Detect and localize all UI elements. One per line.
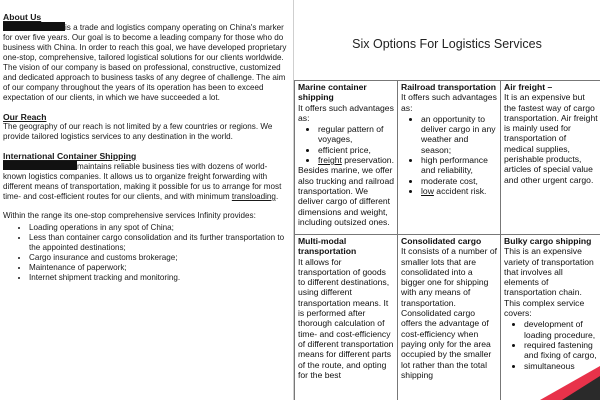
low-link[interactable]: low	[421, 185, 434, 196]
list-item: • Internet shipment tracking and monitoring.	[29, 273, 289, 283]
list-item: • Cargo insurance and customs brokerage;	[29, 253, 289, 263]
consolidated-cell	[398, 235, 501, 400]
list-item: • Maintenance of paperwork;	[29, 263, 289, 273]
shipping-section	[3, 151, 289, 202]
reach-paragraph: The geography of our reach is not limited by a few countries or regions. We provide tailored logistics services to any destination in the world.	[3, 122, 273, 141]
about-paragraph-text: is a trade and logistics company operating on China's marker for over five years. Our goal is to become a leading company for those who do business with China. In order to reach this goal, we have developed proprietary one-stop, comprehensive, tailored logistical solutions for our clients worldwide.	[3, 23, 287, 62]
air-freight-title: Air freight –	[504, 82, 553, 92]
list-item: • regular pattern of voyages,	[318, 124, 395, 145]
panel-title: Six Options For Logistics Services	[352, 37, 542, 51]
redacted-company-name	[3, 161, 77, 170]
shipping-heading: International Container Shipping	[3, 151, 137, 161]
shipping-paragraph	[3, 161, 289, 202]
about-section	[3, 12, 289, 103]
list-item: • an opportunity to deliver cargo in any weather and season;	[421, 114, 498, 155]
railroad-advantages-list	[401, 114, 498, 196]
bulky-cargo-text: This is an expensive variety of transportation that involves all elements of transportation chain. This complex service covers:	[504, 246, 594, 319]
list-item: • moderate cost,	[421, 176, 498, 186]
air-freight-text: It is an expensive but the fastest way of cargo transportation. Air freight is mainly used for transportation of medical supplies, perishable products, articles of special value and other urgent cargo.	[504, 92, 598, 185]
bulky-cargo-title: Bulky cargo shipping	[504, 236, 592, 246]
redacted-company-name	[3, 22, 65, 31]
vision-paragraph: The vision of our company is based on professional, constructive, customized and dedicated approach to business tasks of any degree of challenge. The aim of our company throughout the years of its operation has been to exceed expectation of our clients, in which we have succeeded a lot.	[3, 63, 286, 102]
services-list	[3, 223, 289, 283]
list-item: • required fastening and fixing of cargo,	[524, 340, 598, 361]
logistics-options-panel	[294, 0, 600, 400]
air-freight-cell	[501, 81, 600, 235]
list-item: • development of loading procedure,	[524, 319, 598, 340]
consolidated-title: Consolidated cargo	[401, 236, 482, 246]
list-item: • high performance and reliability,	[421, 155, 498, 176]
reach-section	[3, 112, 289, 142]
multimodal-title: Multi-modal transportation	[298, 236, 357, 257]
marine-shipping-extra: Besides marine, we offer also trucking and railroad transportation. We deliver cargo of different dimensions and weight, including outsized ones.	[298, 165, 395, 227]
shipping-paragraph-text: maintains reliable business ties with dozens of world-known logistics companies. It allows us to organize freight forwarding with different means of transportation, making it possible for us to arrange for most time- and cost-efficient routes for our clients, and with minimum	[3, 162, 282, 201]
services-section	[3, 211, 289, 283]
marine-advantages-list	[298, 124, 395, 165]
shipping-paragraph-end: .	[275, 192, 279, 201]
list-item	[421, 186, 498, 196]
railroad-cell	[398, 81, 501, 235]
railroad-title: Railroad transportation	[401, 82, 497, 92]
railroad-text: It offers such advantages as:	[401, 92, 497, 113]
reach-heading: Our Reach	[3, 112, 47, 122]
consolidated-text: It consists of a number of smaller lots that are consolidated into a bigger one for shipping with any means of transportation. Consolidated cargo offers the advantage of cost-efficiency when paying only for the area occupied by the smaller lot rather than the total shipping	[401, 246, 498, 380]
list-item: • efficient price,	[318, 145, 395, 155]
low-link-rest: accident risk.	[436, 185, 487, 196]
freight-link[interactable]: freight	[318, 155, 342, 166]
list-item: • simultaneous	[524, 361, 598, 371]
about-paragraph	[3, 22, 289, 63]
marine-shipping-title: Marine container shipping	[298, 82, 367, 103]
list-item: • Loading operations in any spot of China;	[29, 223, 289, 233]
bulky-cargo-list	[504, 319, 598, 370]
list-item: • Less than container cargo consolidation and its further transportation to the appointed destinations;	[29, 233, 289, 253]
marine-shipping-cell	[295, 81, 398, 235]
company-description-column	[3, 12, 289, 292]
about-heading: About Us	[3, 12, 42, 22]
corner-decoration-dark	[562, 376, 600, 400]
freight-link-rest: preservation.	[344, 155, 394, 166]
services-intro: Within the range its one-stop comprehensive services Infinity provides:	[3, 211, 256, 220]
transloading-link[interactable]: transloading	[231, 192, 276, 201]
marine-shipping-text: It offers such advantages as:	[298, 102, 394, 123]
table-row	[295, 81, 600, 235]
multimodal-cell	[295, 235, 398, 400]
list-item	[318, 155, 395, 165]
multimodal-text: It allows for transportation of goods to different destinations, using different transportation means. It is performed after thorough calculation of time- and cost-efficiency of different transportation means for different parts of the route, and opting for the best	[298, 256, 394, 380]
logistics-options-table	[294, 80, 600, 400]
